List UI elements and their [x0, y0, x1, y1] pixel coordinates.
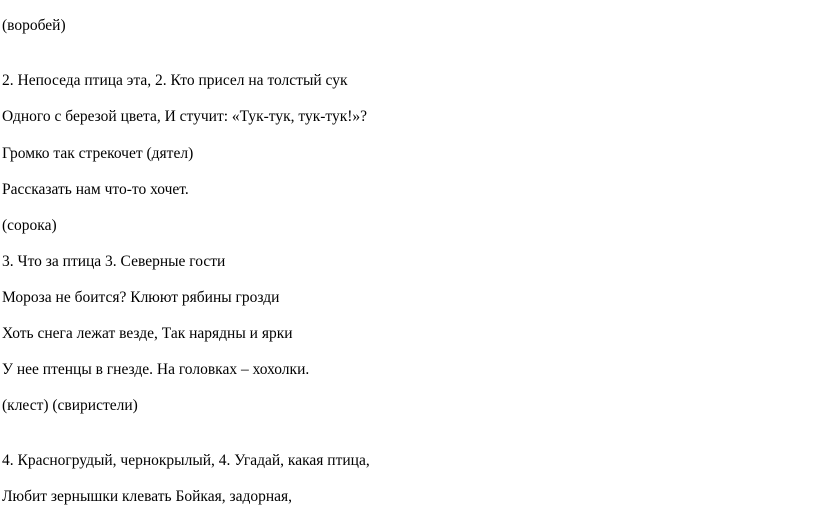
text-line: Одного с березой цвета, И стучит: «Тук-тук, тук-тук!»?	[2, 108, 368, 125]
text-line: Любит зернышки клевать Бойкая, задорная,	[2, 488, 293, 505]
text-line: (сорока)	[2, 217, 57, 234]
text-line: 3. Что за птица 3. Северные гости	[2, 253, 226, 270]
text-line: (воробей)	[2, 17, 66, 34]
text-line: Хоть снега лежат везде, Так нарядны и ярки	[2, 325, 293, 342]
text-line: Громко так стрекочет (дятел)	[2, 145, 194, 162]
text-line: У нее птенцы в гнезде. На головках – хохолки.	[2, 361, 310, 378]
text-line: Мороза не боится? Клюют рябины грозди	[2, 289, 280, 306]
text-line: 4. Красногрудый, чернокрылый, 4. Угадай, какая птица,	[2, 452, 370, 469]
text-line: 2. Непоседа птица эта, 2. Кто присел на толстый сук	[2, 72, 348, 89]
text-line: (клест) (свиристели)	[2, 397, 138, 414]
text-line: Рассказать нам что-то хочет.	[2, 181, 189, 198]
